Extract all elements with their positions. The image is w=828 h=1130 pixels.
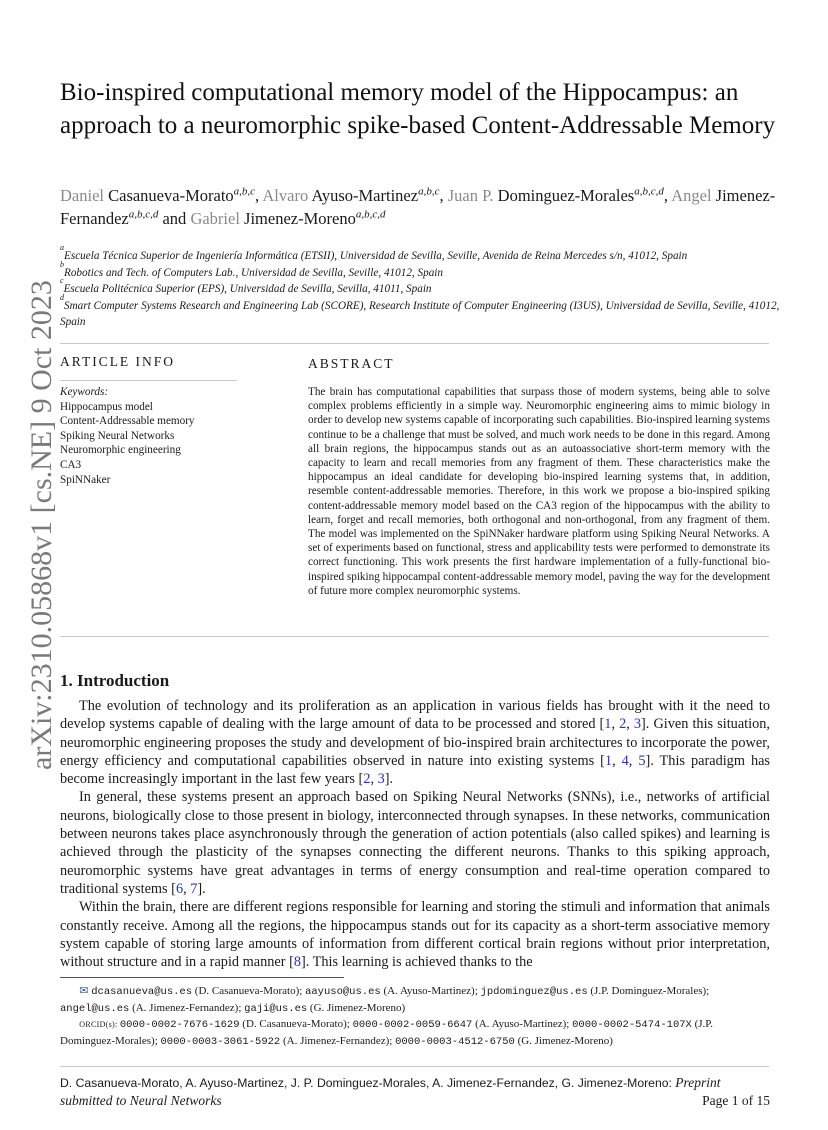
article-info-heading: ARTICLE INFO xyxy=(60,354,176,369)
citation-link[interactable]: 4 xyxy=(621,752,629,769)
author: Angel Jimenez-Fernandez$^{a,b,c,d}$ and xyxy=(60,186,776,228)
abstract-heading: ABSTRACT xyxy=(308,356,395,371)
orcid-owner: (G. Jimenez-Moreno) xyxy=(514,1034,613,1047)
article-info-rule xyxy=(60,380,237,381)
keyword-item: SpiNNaker xyxy=(60,473,111,486)
email-owner: (D. Casanueva-Morato); xyxy=(192,985,306,997)
author-affiliation-marks: a,b,c,d xyxy=(355,208,386,221)
affiliation-text: Smart Computer Systems Research and Engineering Lab (SCORE), Research Institute of Computer Engineering (I3US), Universidad de Sevilla, Seville, 41012, Spain xyxy=(60,299,780,328)
orcid-id: 0000-0002-0059-6647 xyxy=(352,1019,473,1031)
orcid-id: 0000-0002-7676-1629 xyxy=(119,1019,240,1031)
email-owner: (G. Jimenez-Moreno) xyxy=(307,1001,406,1014)
keyword-list xyxy=(60,400,290,488)
affiliation xyxy=(60,243,780,265)
envelope-icon: ✉ xyxy=(79,985,92,997)
email-owner: (A. Jimenez-Fernandez); xyxy=(129,1001,245,1014)
footer-authors: D. Casanueva-Morato, A. Ayuso-Martinez, J. P. Dominguez-Morales, A. Jimenez-Fernandez, G. Jimenez-Moreno: xyxy=(60,1076,672,1090)
footnote-rule xyxy=(60,977,344,978)
author-affiliation-marks: a,b,c xyxy=(233,185,256,198)
affiliation-text: Escuela Politécnica Superior (EPS), Universidad de Sevilla, Sevilla, 41011, Spain xyxy=(63,283,432,295)
abstract-text: The brain has computational capabilities that surpass those of modern systems, being able to solve complex problems efficiently in a simple way. Neuromorphic engineering aims to mimic biology in order to develop new systems capable of incorporating such capabilities. Bio-inspired learning systems continue to be a challenge that must be solved, and much work needs to be done in this regard. Among all brain regions, the hippocampus stands out as an autoassociative short-term memory with the capacity to learn and recall memories from any fragment of them. These characteristics make the hippocampus an ideal candidate for developing bio-inspired learning systems that, in addition, resemble content-addressable memories. Therefore, in this work we propose a bio-inspired spiking content-addressable memory model based on the CA3 region of the hippocampus with the ability to learn, forget and recall memories, both orthogonal and non-orthogonal, from any fragment of them. The model was implemented on the SpiNNaker hardware platform using Spiking Neural Networks. A set of experiments based on functional, stress and applicability tests were performed to demonstrate its correct functioning. This work presents the first hardware implementation of a fully-functional bio-inspired spiking hippocampal content-addressable memory model, paving the way for the development of future more complex neuromorphic systems. xyxy=(308,386,770,597)
author-last-name: Jimenez-Fernandez xyxy=(60,186,776,228)
keyword-item: Hippocampus model xyxy=(60,400,153,413)
author-first-name: Gabriel xyxy=(190,209,245,228)
affiliation xyxy=(60,276,780,298)
footer-submitted: submitted to Neural Networks xyxy=(60,1093,222,1108)
citation-link[interactable]: 1 xyxy=(604,716,612,733)
abstract-rule xyxy=(60,636,769,637)
affiliation xyxy=(60,292,780,331)
author-affiliation-marks: a,b,c,d xyxy=(634,185,664,198)
affiliation-mark: b xyxy=(60,259,64,269)
page-number: Page 1 of 15 xyxy=(702,1093,770,1108)
arxiv-stamp: arXiv:2310.05868v1 [cs.NE] 9 Oct 2023 xyxy=(25,280,58,770)
introduction-body xyxy=(60,697,770,971)
citation-link[interactable]: 1 xyxy=(604,752,613,769)
email-link[interactable]: dcasanueva@us.es xyxy=(91,986,193,998)
intro-paragraph: In general, these systems present an approach based on Spiking Neural Networks (SNNs), i.e., networks of artificial neurons, biologically close to those present in biology, interconnected through synapses. In these networks, communication between neurons takes place asynchronously through the generation of action potentials (also called spikes) and learning is achieved through the plasticity of the synapses connecting the different neurons. Thanks to this spiking approach, neuromorphic systems have great advantages in terms of energy consumption and real-time operation compared to traditional systems [6, 7]. xyxy=(60,789,770,897)
page-footer xyxy=(60,1074,770,1110)
author-first-name: Angel xyxy=(671,186,716,205)
email-link[interactable]: jpdominguez@us.es xyxy=(480,986,588,998)
email-link[interactable]: angel@us.es xyxy=(60,1002,130,1015)
orcid-owner: (A. Ayuso-Martinez); xyxy=(472,1018,573,1030)
author: Juan P. Dominguez-Morales$^{a,b,c,d}$, xyxy=(447,185,672,205)
affiliation-mark: d xyxy=(60,292,64,302)
affiliation-text: Escuela Técnica Superior de Ingeniería Informática (ETSII), Universidad de Sevilla, Seville, Avenida de Reina Mercedes s/n, 41012, Spain xyxy=(64,250,688,262)
citation-link[interactable]: 3 xyxy=(377,771,385,788)
citation-link[interactable]: 2 xyxy=(619,716,627,733)
author-first-name: Daniel xyxy=(60,186,109,205)
email-owner: (A. Ayuso-Martinez); xyxy=(380,985,481,997)
author-last-name: Casanueva-Morato xyxy=(108,186,234,205)
section-heading-introduction: 1. Introduction xyxy=(60,671,170,690)
orcid-id: 0000-0003-4512-6750 xyxy=(395,1035,515,1048)
orcid-owner: (D. Casanueva-Morato); xyxy=(239,1018,353,1030)
keyword-item: Spiking Neural Networks xyxy=(60,429,175,442)
affiliation xyxy=(60,259,780,282)
email-link[interactable]: aayuso@us.es xyxy=(305,986,381,998)
citation-link[interactable]: 8 xyxy=(293,954,301,971)
affiliation-mark: a xyxy=(60,243,64,252)
footer-preprint: Preprint xyxy=(675,1075,721,1090)
citation-link[interactable]: 3 xyxy=(633,716,642,733)
affiliation-mark: c xyxy=(60,276,64,285)
footnotes xyxy=(60,984,770,1050)
keyword-item: CA3 xyxy=(60,458,82,471)
intro-paragraph: Within the brain, there are different regions responsible for learning and storing the stimuli and information that animals constantly receive. Among all the regions, the hippocampus stands out for its capacity as a short-term associative memory system capable of storing large amounts of information from different cortical brain regions without prior interpretation, without structure and in a rapid manner [8]. This learning is achieved thanks to the xyxy=(60,899,770,971)
paper-title: Bio-inspired computational memory model of the Hippocampus: an approach to a neuromorphic spike-based Content-Addressable Memory xyxy=(60,79,776,139)
citation-link[interactable]: 5 xyxy=(638,752,646,769)
author xyxy=(190,209,385,228)
footnote-emails xyxy=(60,984,770,1017)
author-last-name: Ayuso-Martinez xyxy=(311,186,419,205)
author-first-name: Alvaro xyxy=(262,186,312,205)
orcid-label: ORCID(s): xyxy=(79,1020,120,1029)
author-last-name: Jimenez-Moreno xyxy=(244,209,356,228)
keyword-item: Neuromorphic engineering xyxy=(60,444,181,457)
author-last-name: Dominguez-Morales xyxy=(497,186,635,205)
orcid-owner: (J.P. Dominguez-Morales); xyxy=(60,1018,713,1047)
author: Alvaro Ayuso-Martinez$^{a,b,c}$, xyxy=(262,185,448,205)
affiliation-text: Robotics and Tech. of Computers Lab., Universidad de Sevilla, Seville, 41012, Spain xyxy=(64,266,443,279)
author: Daniel Casanueva-Morato$^{a,b,c}$, xyxy=(60,185,263,205)
orcid-id: 0000-0002-5474-107X xyxy=(572,1019,692,1031)
citation-link[interactable]: 7 xyxy=(190,880,198,897)
footnote-orcids xyxy=(60,1017,770,1050)
email-link[interactable]: gaji@us.es xyxy=(244,1002,308,1015)
author-first-name: Juan P. xyxy=(447,186,498,205)
author-affiliation-marks: a,b,c,d xyxy=(128,208,159,221)
orcid-owner: (A. Jimenez-Fernandez); xyxy=(280,1034,396,1047)
author-affiliation-marks: a,b,c xyxy=(418,185,440,198)
intro-paragraph: The evolution of technology and its proliferation as an application in various fields has brought with it the need to develop systems capable of dealing with the large amount of data to be processed and stored [1, 2, 3]. Given this situation, neuromorphic engineering proposes the study and development of bio-inspired brain architectures to incorporate the power, energy efficiency and computational capabilities observed in nature into existing systems [1, 4, 5]. This paradigm has become increasingly important in the last few years [2, 3]. xyxy=(60,698,770,788)
orcid-id: 0000-0003-3061-5922 xyxy=(160,1035,281,1048)
author-list xyxy=(60,184,780,230)
email-owner: (J.P. Dominguez-Morales); xyxy=(587,985,710,997)
header-rule xyxy=(60,343,769,344)
citation-link[interactable]: 6 xyxy=(175,880,184,897)
footer-rule xyxy=(60,1066,769,1067)
keywords-label: Keywords xyxy=(60,386,105,398)
affiliation-list xyxy=(60,243,780,331)
citation-link[interactable]: 2 xyxy=(363,771,371,788)
keywords-block: Keywords: Hippocampus model Content-Addressable memory Spiking Neural Networks Neuromorphic engineering CA3 SpiNNaker xyxy=(60,385,290,487)
keyword-item: Content-Addressable memory xyxy=(60,415,195,428)
